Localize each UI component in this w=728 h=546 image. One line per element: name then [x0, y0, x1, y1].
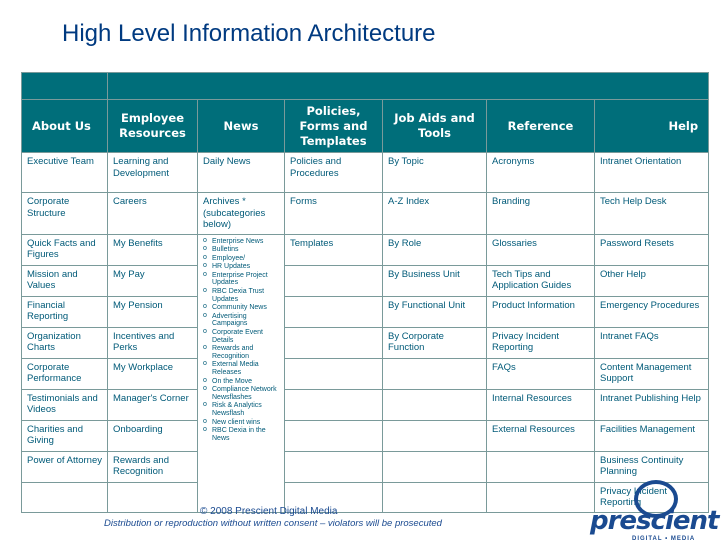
- news-subcategory-item[interactable]: o Advertising Campaigns: [203, 313, 279, 328]
- table-cell: [383, 389, 487, 420]
- table-cell[interactable]: Daily News: [198, 153, 285, 193]
- table-cell[interactable]: By Business Unit: [383, 265, 487, 296]
- page-title: High Level Information Architecture: [62, 20, 436, 47]
- table-cell[interactable]: Glossaries: [487, 234, 595, 265]
- logo-wordmark: prescient: [590, 506, 719, 536]
- column-header: Help: [595, 100, 709, 153]
- table-cell[interactable]: Product Information: [487, 296, 595, 327]
- table-cell[interactable]: Branding: [487, 193, 595, 235]
- header-band-row: [22, 73, 709, 100]
- table-cell[interactable]: Emergency Procedures: [595, 296, 709, 327]
- news-subcategories-cell: [198, 234, 285, 512]
- table-row: [22, 389, 709, 420]
- prescient-logo: [590, 480, 726, 542]
- table-row: [22, 358, 709, 389]
- table-cell[interactable]: Privacy Incident Reporting: [595, 482, 709, 512]
- table-cell: [487, 482, 595, 512]
- table-row: [22, 296, 709, 327]
- table-cell[interactable]: Intranet Orientation: [595, 153, 709, 193]
- table-cell[interactable]: Intranet FAQs: [595, 327, 709, 358]
- table-cell[interactable]: Testimonials and Videos: [22, 389, 108, 420]
- news-subcategory-item[interactable]: o HR Updates: [203, 263, 279, 271]
- news-subcategory-list: [203, 238, 279, 443]
- table-cell: [108, 482, 198, 512]
- news-subcategory-item[interactable]: o RBC Dexia Trust Updates: [203, 288, 279, 303]
- column-header-row: [22, 100, 709, 153]
- table-cell[interactable]: Corporate Structure: [22, 193, 108, 235]
- column-header: Employee Resources: [108, 100, 198, 153]
- table-row: [22, 153, 709, 193]
- band-cell: [22, 73, 108, 100]
- news-subcategory-item[interactable]: o Risk & Analytics Newsflash: [203, 402, 279, 417]
- news-subcategory-item[interactable]: o Employee/: [203, 255, 279, 263]
- table-cell[interactable]: Other Help: [595, 265, 709, 296]
- table-cell[interactable]: My Pension: [108, 296, 198, 327]
- band-cell: [108, 73, 709, 100]
- news-subcategory-item[interactable]: o Community News: [203, 304, 279, 312]
- table-cell[interactable]: FAQs: [487, 358, 595, 389]
- table-cell[interactable]: Content Management Support: [595, 358, 709, 389]
- table-cell: [383, 451, 487, 482]
- news-subcategory-item[interactable]: o RBC Dexia in the News: [203, 427, 279, 442]
- table-cell: [383, 420, 487, 451]
- table-cell[interactable]: By Functional Unit: [383, 296, 487, 327]
- table-cell[interactable]: Onboarding: [108, 420, 198, 451]
- news-subcategory-item[interactable]: o Corporate Event Details: [203, 329, 279, 344]
- architecture-table: [21, 72, 709, 513]
- table-cell[interactable]: Internal Resources: [487, 389, 595, 420]
- table-cell[interactable]: A-Z Index: [383, 193, 487, 235]
- news-subcategory-item[interactable]: o New client wins: [203, 419, 279, 427]
- table-cell[interactable]: Policies and Procedures: [285, 153, 383, 193]
- table-cell[interactable]: Executive Team: [22, 153, 108, 193]
- table-cell[interactable]: Power of Attorney: [22, 451, 108, 482]
- table-cell[interactable]: Manager's Corner: [108, 389, 198, 420]
- table-cell[interactable]: Rewards and Recognition: [108, 451, 198, 482]
- column-header: Job Aids and Tools: [383, 100, 487, 153]
- table-cell[interactable]: My Benefits: [108, 234, 198, 265]
- table-cell[interactable]: Learning and Development: [108, 153, 198, 193]
- news-subcategory-item[interactable]: o On the Move: [203, 378, 279, 386]
- table-cell[interactable]: Charities and Giving: [22, 420, 108, 451]
- copyright-text: © 2008 Prescient Digital Media: [200, 506, 338, 517]
- column-header: Policies, Forms and Templates: [285, 100, 383, 153]
- table-cell[interactable]: Financial Reporting: [22, 296, 108, 327]
- news-subcategory-item[interactable]: o Compliance Network Newsflashes: [203, 386, 279, 401]
- column-header: About Us: [22, 100, 108, 153]
- table-cell[interactable]: Privacy Incident Reporting: [487, 327, 595, 358]
- distribution-notice: Distribution or reproduction without written consent – violators will be prosecuted: [104, 518, 442, 529]
- news-subcategory-item[interactable]: o Bulletins: [203, 246, 279, 254]
- column-header: Reference: [487, 100, 595, 153]
- table-row: [22, 234, 709, 265]
- table-cell[interactable]: Business Continuity Planning: [595, 451, 709, 482]
- column-header: News: [198, 100, 285, 153]
- news-subcategory-item[interactable]: o Enterprise News: [203, 238, 279, 246]
- table-cell: [22, 482, 108, 512]
- table-cell[interactable]: Templates: [285, 234, 383, 265]
- table-cell[interactable]: External Resources: [487, 420, 595, 451]
- table-row: [22, 193, 709, 235]
- table-cell: [285, 327, 383, 358]
- table-row: [22, 327, 709, 358]
- table-cell: [285, 451, 383, 482]
- news-subcategory-item[interactable]: o Rewards and Recognition: [203, 345, 279, 360]
- news-subcategory-item[interactable]: o External Media Releases: [203, 361, 279, 376]
- table-cell[interactable]: Careers: [108, 193, 198, 235]
- table-cell: [383, 358, 487, 389]
- table-row: [22, 451, 709, 482]
- table-cell: [487, 451, 595, 482]
- table-cell: [285, 420, 383, 451]
- table-cell[interactable]: Mission and Values: [22, 265, 108, 296]
- table-cell: [285, 358, 383, 389]
- table-cell[interactable]: Intranet Publishing Help: [595, 389, 709, 420]
- table-cell[interactable]: Incentives and Perks: [108, 327, 198, 358]
- table-cell[interactable]: Facilities Management: [595, 420, 709, 451]
- table-row: [22, 265, 709, 296]
- table-cell: [383, 482, 487, 512]
- table-cell[interactable]: My Workplace: [108, 358, 198, 389]
- table-cell[interactable]: Organization Charts: [22, 327, 108, 358]
- table-cell[interactable]: By Topic: [383, 153, 487, 193]
- table-cell[interactable]: Corporate Performance: [22, 358, 108, 389]
- table-cell[interactable]: Tech Tips and Application Guides: [487, 265, 595, 296]
- logo-subtitle: DIGITAL • MEDIA: [632, 536, 696, 542]
- table-cell[interactable]: Tech Help Desk: [595, 193, 709, 235]
- table-cell[interactable]: By Role: [383, 234, 487, 265]
- table-cell: [285, 389, 383, 420]
- table-cell: [285, 265, 383, 296]
- table-cell[interactable]: Password Resets: [595, 234, 709, 265]
- table-row: [22, 420, 709, 451]
- table-cell[interactable]: Forms: [285, 193, 383, 235]
- table-cell[interactable]: Quick Facts and Figures: [22, 234, 108, 265]
- news-subcategory-item[interactable]: o Enterprise Project Updates: [203, 272, 279, 287]
- table-cell[interactable]: My Pay: [108, 265, 198, 296]
- table-cell[interactable]: Acronyms: [487, 153, 595, 193]
- table-cell[interactable]: Archives * (subcategories below): [198, 193, 285, 235]
- table-cell[interactable]: By Corporate Function: [383, 327, 487, 358]
- table-cell: [285, 296, 383, 327]
